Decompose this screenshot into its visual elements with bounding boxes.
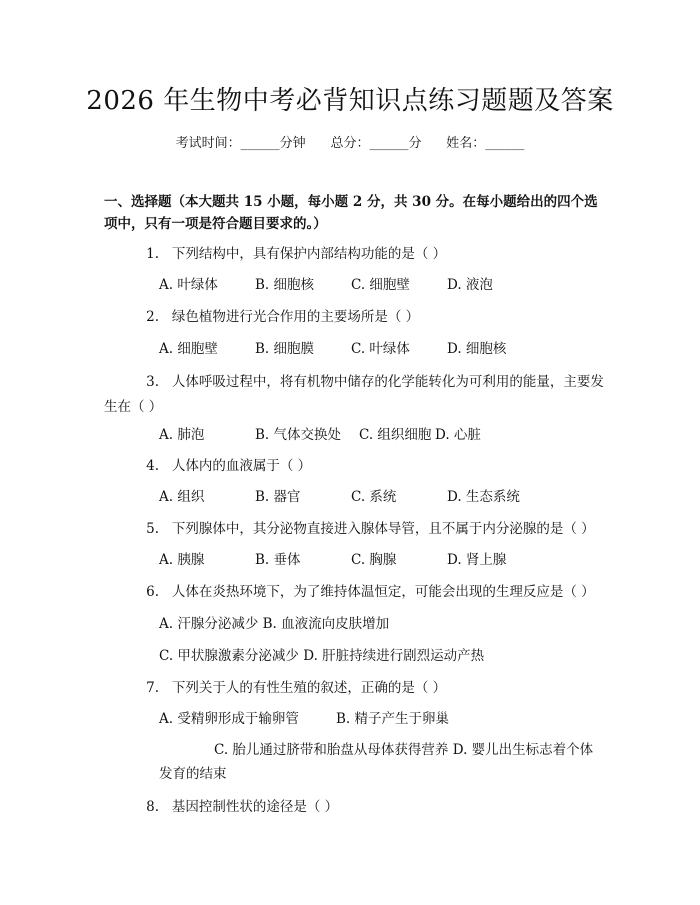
question-stem: 人体内的血液属于（ ）: [171, 458, 312, 474]
option-c: C. 细胞壁: [351, 277, 410, 293]
student-name: 姓名：______: [446, 136, 525, 151]
option-d: D. 细胞核: [447, 341, 507, 357]
option-ab: A. 汗腺分泌减少 B. 血液流向皮肤增加: [159, 616, 390, 632]
option-c: C. 叶绿体: [351, 341, 410, 357]
question-7-options-row2: [104, 738, 594, 786]
question-stem: 人体在炎热环境下，为了维持体温恒定，可能会出现的生理反应是（ ）: [171, 584, 595, 600]
option-cd: C. 甲状腺激素分泌减少 D. 肝脏持续进行剧烈运动产热: [159, 648, 485, 664]
option-d: D. 肾上腺: [447, 552, 507, 568]
option-b: B. 细胞核: [255, 277, 315, 293]
question-stem: 人体呼吸过程中，将有机物中储存的化学能转化为可利用的能量，主要发生在（ ）: [104, 374, 604, 415]
question-number: 7.: [146, 680, 159, 696]
question-4-options: [159, 486, 543, 508]
exam-score: 总分：______分: [330, 136, 422, 151]
question-4: [104, 454, 594, 479]
question-3-options: [159, 424, 531, 446]
question-stem: 绿色植物进行光合作用的主要场所是（ ）: [171, 309, 420, 325]
question-3: [104, 370, 604, 420]
option-a: A. 肺泡: [159, 427, 205, 443]
option-a: A. 细胞壁: [159, 341, 218, 357]
question-number: 4.: [146, 458, 159, 474]
question-1-options: [159, 274, 543, 296]
question-stem: 基因控制性状的途径是（ ）: [171, 799, 339, 815]
question-stem: 下列关于人的有性生殖的叙述，正确的是（ ）: [171, 680, 447, 696]
page-title: 2026 年生物中考必背知识点练习题题及答案: [86, 86, 614, 116]
exam-meta: [0, 132, 700, 151]
option-cd: C. 胎儿通过脐带和胎盘从母体获得营养 D. 婴儿出生标志着个体发育的结束: [159, 742, 594, 782]
option-c: C. 组织细胞: [359, 427, 432, 443]
question-7-options-row1: [159, 708, 449, 730]
question-1: [104, 242, 594, 267]
option-a: A. 组织: [159, 489, 205, 505]
option-a: A. 胰腺: [159, 552, 205, 568]
question-7: [104, 676, 594, 701]
question-number: 6.: [146, 584, 159, 600]
question-6-options-row2: [159, 645, 484, 667]
option-c: C. 系统: [351, 489, 397, 505]
question-5: [104, 517, 604, 542]
question-stem: 下列结构中，具有保护内部结构功能的是（ ）: [171, 246, 447, 262]
option-b: B. 气体交换处: [255, 427, 342, 443]
option-d: D. 心脏: [435, 427, 481, 443]
question-2-options: [159, 338, 543, 360]
question-number: 1.: [146, 246, 159, 262]
option-a: A. 叶绿体: [159, 277, 218, 293]
question-6: [104, 580, 604, 605]
option-d: D. 液泡: [447, 277, 493, 293]
option-b: B. 器官: [255, 489, 301, 505]
question-8: [104, 795, 594, 820]
section-heading: 一、选择题（本大题共 15 小题，每小题 2 分，共 30 分。在每小题给出的四个选项中，只有一项是符合题目要求的。）: [104, 194, 598, 232]
option-b: B. 垂体: [255, 552, 301, 568]
question-2: [104, 305, 594, 330]
option-d: D. 生态系统: [447, 489, 520, 505]
option-b: B. 精子产生于卵巢: [336, 711, 450, 727]
question-stem: 下列腺体中，其分泌物直接进入腺体导管，且不属于内分泌腺的是（ ）: [171, 521, 595, 537]
question-6-options-row1: [159, 613, 389, 635]
option-a: A. 受精卵形成于输卵管: [159, 711, 299, 727]
question-number: 3.: [146, 374, 159, 390]
question-number: 5.: [146, 521, 159, 537]
exam-time: 考试时间：______分钟: [175, 136, 306, 151]
option-b: B. 细胞膜: [255, 341, 315, 357]
question-number: 2.: [146, 309, 159, 325]
option-c: C. 胸腺: [351, 552, 397, 568]
question-5-options: [159, 549, 543, 571]
question-number: 8.: [146, 799, 159, 815]
